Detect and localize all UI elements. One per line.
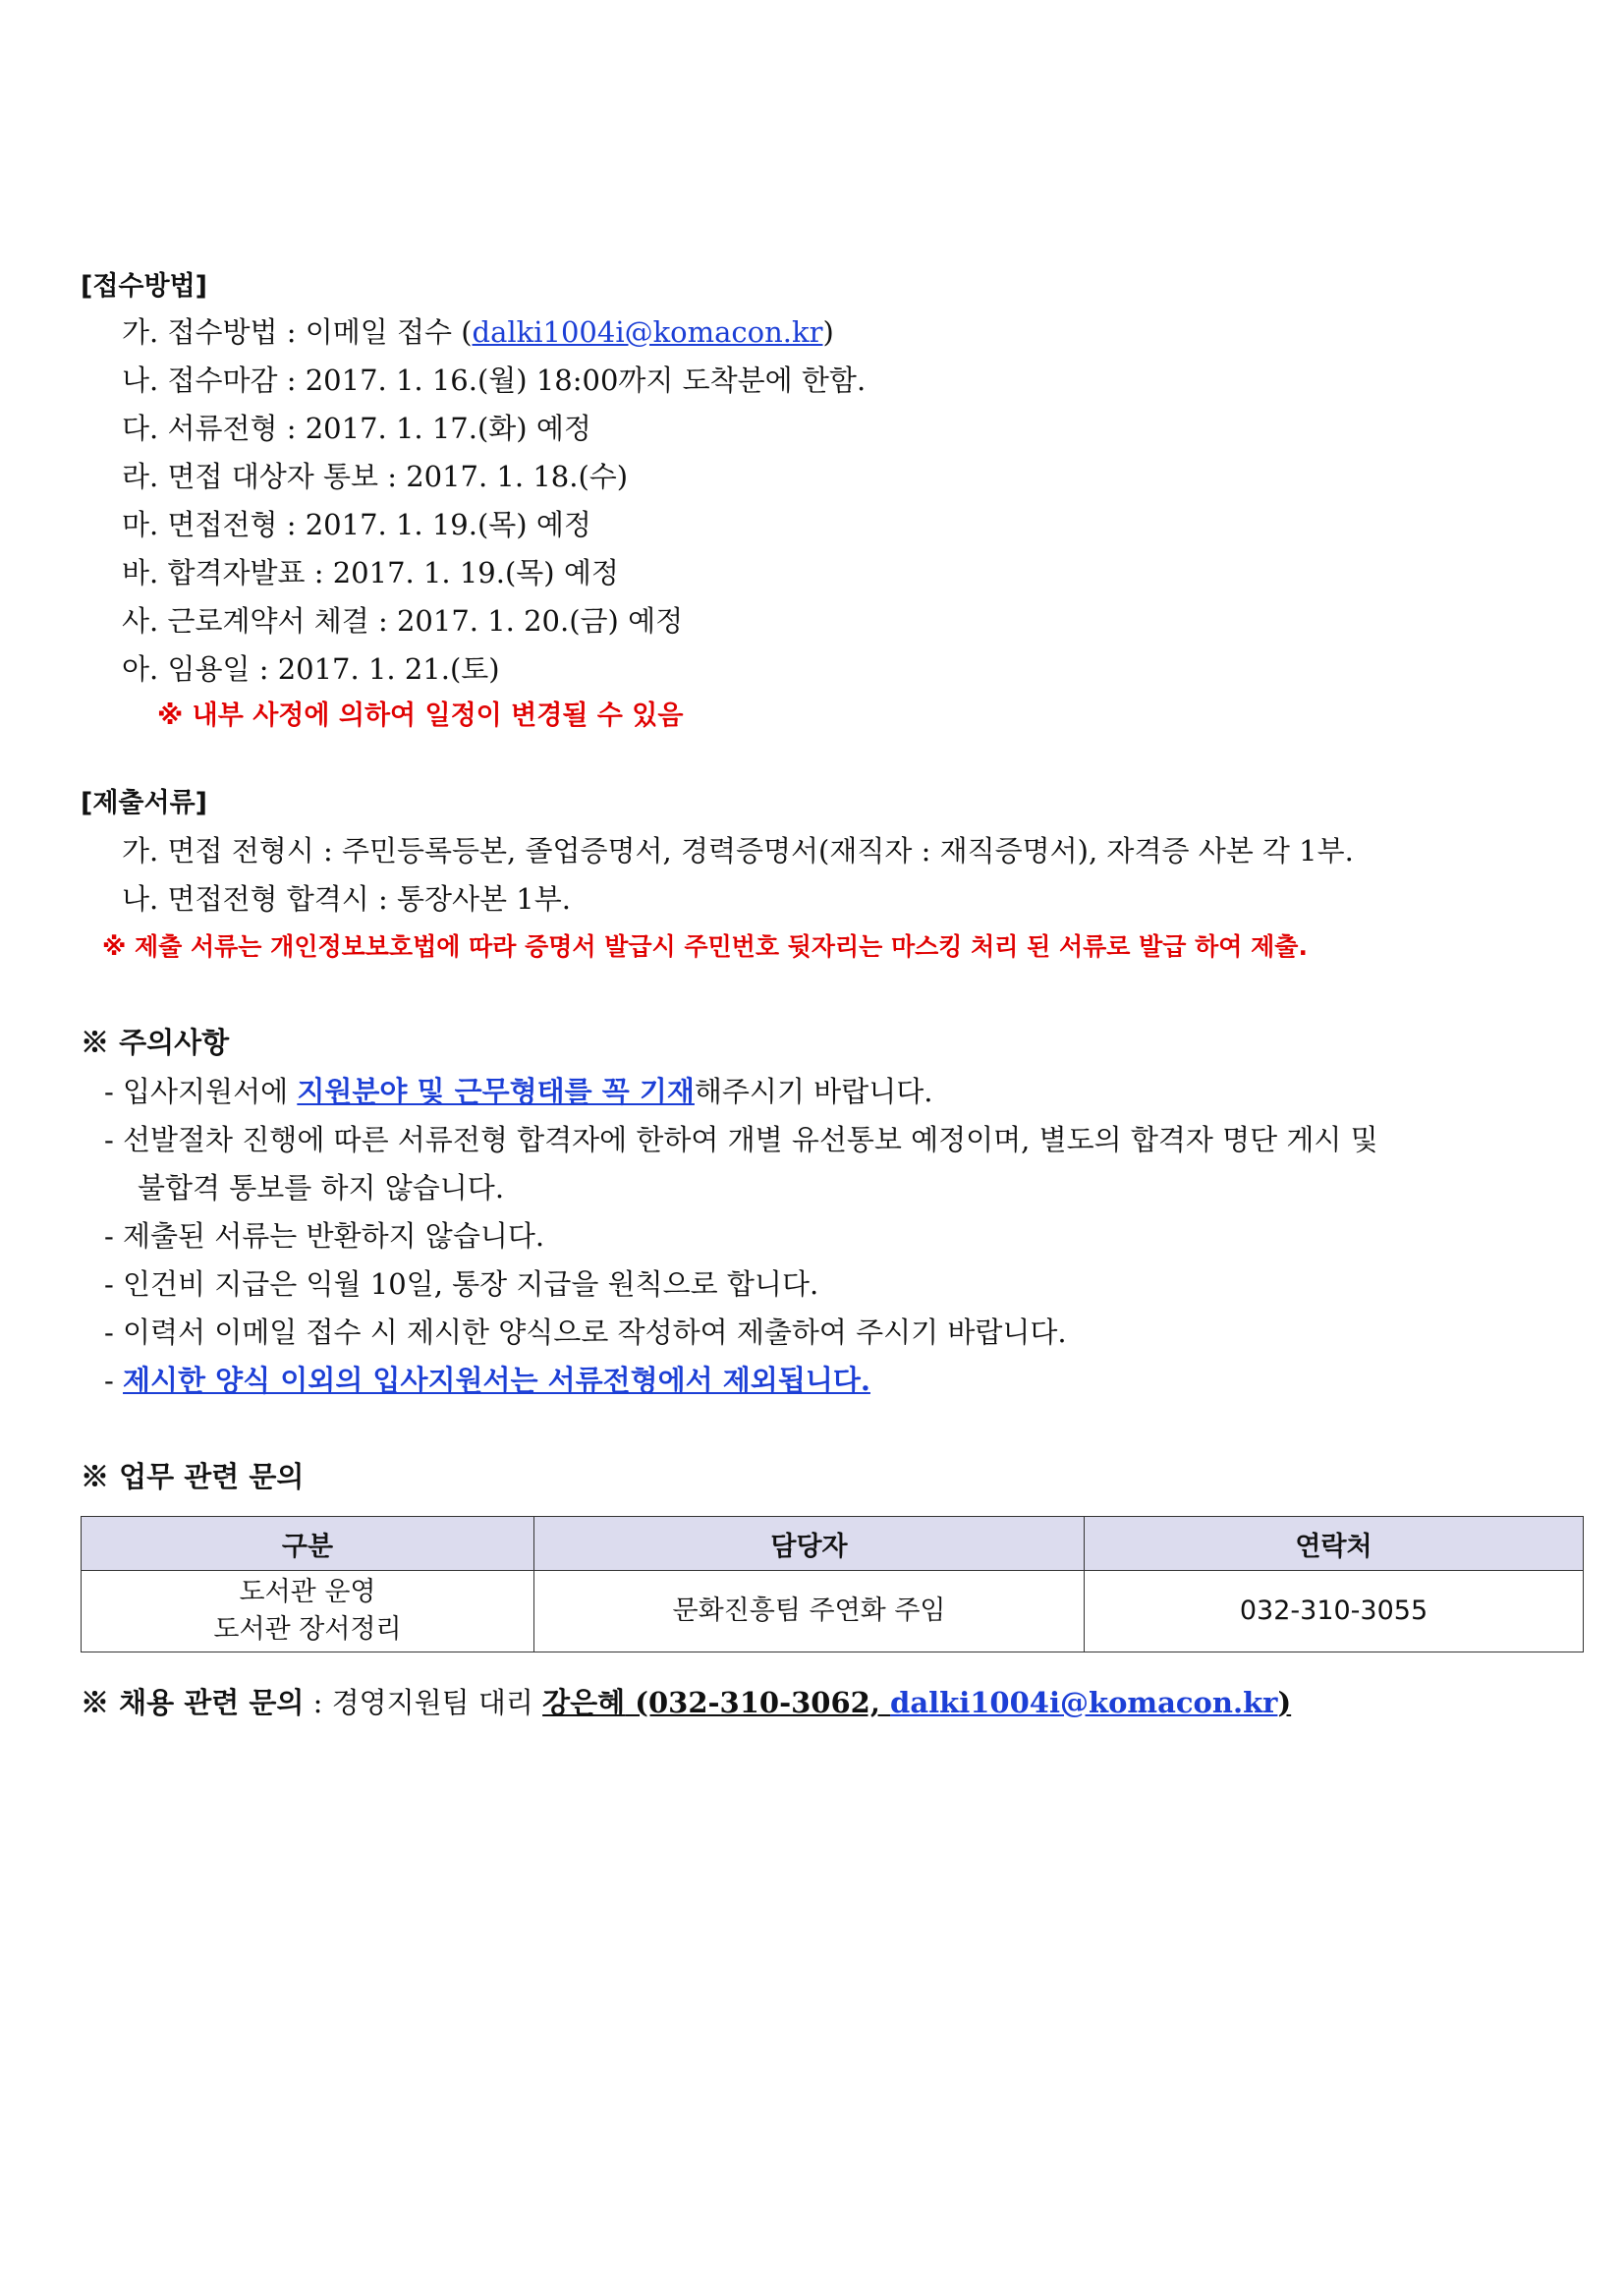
hiring-inquiry-text: : 경영지원팀 대리: [304, 1686, 543, 1719]
hiring-inquiry-email-link[interactable]: dalki1004i@komacon.kr: [890, 1686, 1278, 1719]
caution-item-selection-line1: - 선발절차 진행에 따른 서류전형 합격자에 한하여 개별 유선통보 예정이며, 별도의 합격자 명단 게시 및: [104, 1123, 1378, 1156]
hiring-inquiry-phone: (032-310-3062,: [625, 1686, 891, 1719]
work-inquiry-table: [81, 1516, 1584, 1652]
receipt-email-link[interactable]: dalki1004i@komacon.kr: [472, 315, 823, 349]
cautions-heading: ※ 주의사항: [81, 1026, 230, 1059]
documents-item-pass: 나. 면접전형 합격시 : 통장사본 1부.: [122, 882, 571, 916]
receipt-schedule-notice: ※ 내부 사정에 의하여 일정이 변경될 수 있음: [157, 700, 684, 731]
table-row: [82, 1571, 1584, 1652]
cell-manager: 문화진흥팀 주연화 주임: [534, 1571, 1085, 1652]
receipt-item-deadline: 나. 접수마감 : 2017. 1. 16.(월) 18:00까지 도착분에 한함.: [122, 364, 867, 397]
caution-item-application-prefix: - 입사지원서에: [104, 1075, 298, 1108]
column-header-manager: 담당자: [534, 1517, 1085, 1571]
hiring-inquiry-line: [81, 1683, 1291, 1722]
cell-category-line1: 도서관 운영: [239, 1577, 376, 1607]
work-inquiry-heading: ※ 업무 관련 문의: [81, 1460, 305, 1493]
column-header-contact: 연락처: [1085, 1517, 1584, 1571]
column-header-category: 구분: [82, 1517, 534, 1571]
documents-item-interview: 가. 면접 전형시 : 주민등록등본, 졸업증명서, 경력증명서(재직자 : 재직증명서), 자격증 사본 각 1부.: [122, 834, 1354, 868]
documents-masking-notice: ※ 제출 서류는 개인정보보호법에 따라 증명서 발급시 주민번호 뒷자리는 마스킹 처리 된 서류로 발급 하여 제출.: [102, 932, 1308, 961]
receipt-heading: [접수방법]: [81, 271, 208, 302]
receipt-item-method: [122, 312, 834, 352]
caution-item-exclusion-dash: -: [104, 1364, 124, 1397]
receipt-item-announcement: 바. 합격자발표 : 2017. 1. 19.(목) 예정: [122, 556, 619, 589]
cell-category: [82, 1571, 534, 1652]
hiring-inquiry-name: 강은혜: [542, 1686, 626, 1719]
caution-item-resume-form: - 이력서 이메일 접수 시 제시한 양식으로 작성하여 제출하여 주시기 바랍니다.: [104, 1316, 1067, 1349]
cell-phone: 032-310-3055: [1085, 1571, 1584, 1652]
caution-item-selection-line2: 불합격 통보를 하지 않습니다.: [138, 1171, 505, 1204]
hiring-inquiry-label: ※ 채용 관련 문의: [81, 1686, 305, 1719]
caution-item-salary: - 인건비 지급은 익월 10일, 통장 지급을 원칙으로 합니다.: [104, 1267, 819, 1301]
caution-item-application: [104, 1072, 932, 1111]
receipt-item-method-text: 가. 접수방법 : 이메일 접수 (: [122, 315, 473, 349]
caution-item-application-suffix: 해주시기 바랍니다.: [694, 1075, 933, 1108]
receipt-item-contract: 사. 근로계약서 체결 : 2017. 1. 20.(금) 예정: [122, 604, 684, 638]
receipt-item-interview: 마. 면접전형 : 2017. 1. 19.(목) 예정: [122, 508, 591, 541]
caution-item-exclusion-text: 제시한 양식 이외의 입사지원서는 서류전형에서 제외됩니다.: [123, 1364, 870, 1397]
caution-item-application-highlight: 지원분야 및 근무형태를 꼭 기재: [297, 1075, 695, 1108]
documents-heading: [제출서류]: [81, 788, 208, 818]
receipt-item-document-screening: 다. 서류전형 : 2017. 1. 17.(화) 예정: [122, 412, 591, 445]
hiring-inquiry-close: ): [1277, 1686, 1292, 1719]
receipt-item-interview-notice: 라. 면접 대상자 통보 : 2017. 1. 18.(수): [122, 460, 629, 493]
caution-item-no-return: - 제출된 서류는 반환하지 않습니다.: [104, 1219, 545, 1253]
receipt-email-close: ): [822, 315, 834, 349]
cell-category-line2: 도서관 장서정리: [213, 1614, 402, 1645]
caution-item-exclusion: [104, 1361, 870, 1400]
receipt-item-start-date: 아. 임용일 : 2017. 1. 21.(토): [122, 652, 500, 686]
table-header-row: [82, 1517, 1584, 1571]
